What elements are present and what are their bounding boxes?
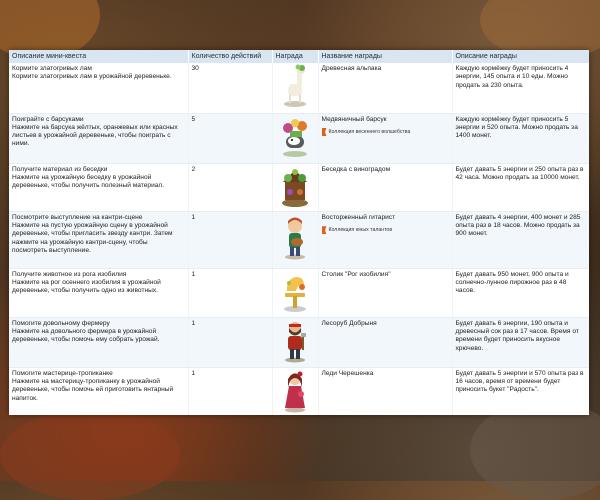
reward-image-cell (272, 113, 318, 163)
quest-instruction: Нажмите на довольного фермера в урожайной деревеньке, чтобы помочь ему собрать урожай. (12, 328, 160, 344)
collection-badge (322, 226, 449, 234)
reward-name-cell (318, 113, 452, 163)
action-count-cell: 1 (188, 367, 272, 415)
table-row (9, 211, 589, 268)
header-reward-name: Название награды (318, 50, 452, 63)
header-quest-description: Описание мини-квеста (9, 50, 188, 63)
background-cup (470, 400, 600, 500)
quest-table (9, 50, 589, 415)
table-row (9, 268, 589, 317)
action-count-cell: 30 (188, 63, 272, 113)
quest-title: Помогите мастерице-тропиканке (12, 369, 113, 377)
table-header-row (9, 50, 589, 63)
reward-description-cell: Будет давать 5 энергии и 570 опыта раз в 16 часов, время от времени будет приносить букет "Радость". (452, 367, 589, 415)
table-row (9, 367, 589, 415)
collection-label: Коллекция юных талантов (328, 227, 393, 234)
quest-description-cell (9, 113, 188, 163)
action-count-cell: 5 (188, 113, 272, 163)
quest-instruction: Нажмите на рог осеннего изобилия в урожайной деревеньке, чтобы получить одно из животных. (12, 279, 161, 295)
reward-name: Древесная альпака (321, 65, 382, 72)
flag-icon (322, 226, 327, 234)
gazebo-icon (280, 164, 310, 208)
quest-title: Получите материал из беседки (12, 165, 108, 173)
reward-image-cell (272, 63, 318, 113)
reward-name-cell (318, 163, 452, 211)
quest-title: Помогите довольному фермеру (12, 319, 110, 327)
action-count-cell: 1 (188, 211, 272, 268)
reward-name: Леди Черешенка (321, 369, 374, 377)
reward-description-cell: Будет давать 6 энергии, 190 опыта и древесный сок раз в 17 часов. Время от времени будет приносить вкусное хрючево. (452, 317, 589, 367)
reward-name: Беседка с виноградом (321, 165, 391, 173)
reward-name-cell (318, 268, 452, 317)
quest-description-cell (9, 63, 188, 113)
quest-instruction: Кормите златогривых лам в урожайной деревеньке. (12, 73, 172, 81)
reward-image-cell (272, 211, 318, 268)
cornucopia-table-icon (280, 269, 310, 313)
quest-title: Посмотрите выступление на кантри-сцене (12, 213, 143, 221)
quest-instruction: Нажмите на мастерицу-тропиканку в урожайной деревеньке, чтобы помочь ей приготовить янтарный напиток. (12, 378, 174, 402)
reward-description-cell: Каждую кормёжку будет приносить 4 энергии, 145 опыта и 10 еды. Можно продать за 230 опыта. (452, 63, 589, 113)
reward-image-cell (272, 317, 318, 367)
lady-icon (280, 369, 310, 413)
quest-instruction: Нажмите на урожайную беседку в урожайной деревеньке, чтобы получить полезный материал. (12, 173, 165, 190)
quest-description-cell (9, 211, 188, 268)
action-count-cell: 1 (188, 268, 272, 317)
reward-name-cell (318, 367, 452, 415)
reward-image-cell (272, 367, 318, 415)
collection-label: Коллекция весеннего волшебства (328, 128, 411, 135)
quest-title: Получите животное из рога изобилия (12, 270, 127, 278)
collection-badge (322, 128, 449, 136)
reward-name-cell (318, 211, 452, 268)
reward-description-cell: Будет давать 4 энергии, 400 монет и 285 опыта раз в 18 часов. Можно продать за 900 монет. (452, 211, 589, 268)
reward-name-cell (318, 63, 452, 113)
reward-name: Лесоруб Добрыня (321, 319, 377, 327)
action-count-cell: 1 (188, 317, 272, 367)
badger-icon (280, 114, 310, 158)
reward-description-cell: Будет давать 950 монет, 900 опыта и солнечно-лунное пирожное раз в 48 часов. (452, 268, 589, 317)
header-reward-description: Описание награды (452, 50, 589, 63)
reward-name: Столик "Рог изобилия" (321, 270, 391, 278)
lumberjack-icon (280, 319, 310, 363)
quest-title: Поиграйте с барсуками (12, 115, 84, 123)
flag-icon (322, 128, 327, 136)
quest-title: Кормите златогривых лам (12, 65, 92, 72)
quest-description-cell (9, 163, 188, 211)
reward-image-cell (272, 268, 318, 317)
action-count-cell: 2 (188, 163, 272, 211)
table-row (9, 63, 589, 113)
quest-description-cell (9, 367, 188, 415)
reward-description-cell: Будет давать 5 энергии и 250 опыта раз в 42 часа. Можно продать за 10000 монет. (452, 163, 589, 211)
reward-name: Медвяничный барсук (321, 115, 387, 123)
reward-name: Восторженный гитарист (321, 213, 396, 221)
table-row (9, 113, 589, 163)
quest-instruction: Нажмите на пустую урожайную сцену в урожайной деревеньке, чтобы пригласить звезду кантри. Затем нажмите на урожайную кантри-сцену, чтобы посмотреть выступление. (12, 222, 173, 254)
header-reward: Награда (272, 50, 318, 63)
quest-description-cell (9, 317, 188, 367)
reward-description-cell: Каждую кормёжку будет приносить 5 энергии и 520 опыта. Можно продать за 1400 монет. (452, 113, 589, 163)
quest-table-panel (9, 50, 589, 415)
table-row (9, 163, 589, 211)
table-row (9, 317, 589, 367)
reward-name-cell (318, 317, 452, 367)
quest-description-cell (9, 268, 188, 317)
quest-instruction: Нажмите на барсука жёлтых, оранжевых или красных листьев в урожайной деревеньке, чтобы поиграть с ними. (12, 123, 178, 148)
header-action-count: Количество действий (188, 50, 272, 63)
reward-image-cell (272, 163, 318, 211)
background-scarf (0, 410, 180, 500)
guitarist-icon (280, 216, 310, 260)
llama-icon (280, 64, 310, 108)
